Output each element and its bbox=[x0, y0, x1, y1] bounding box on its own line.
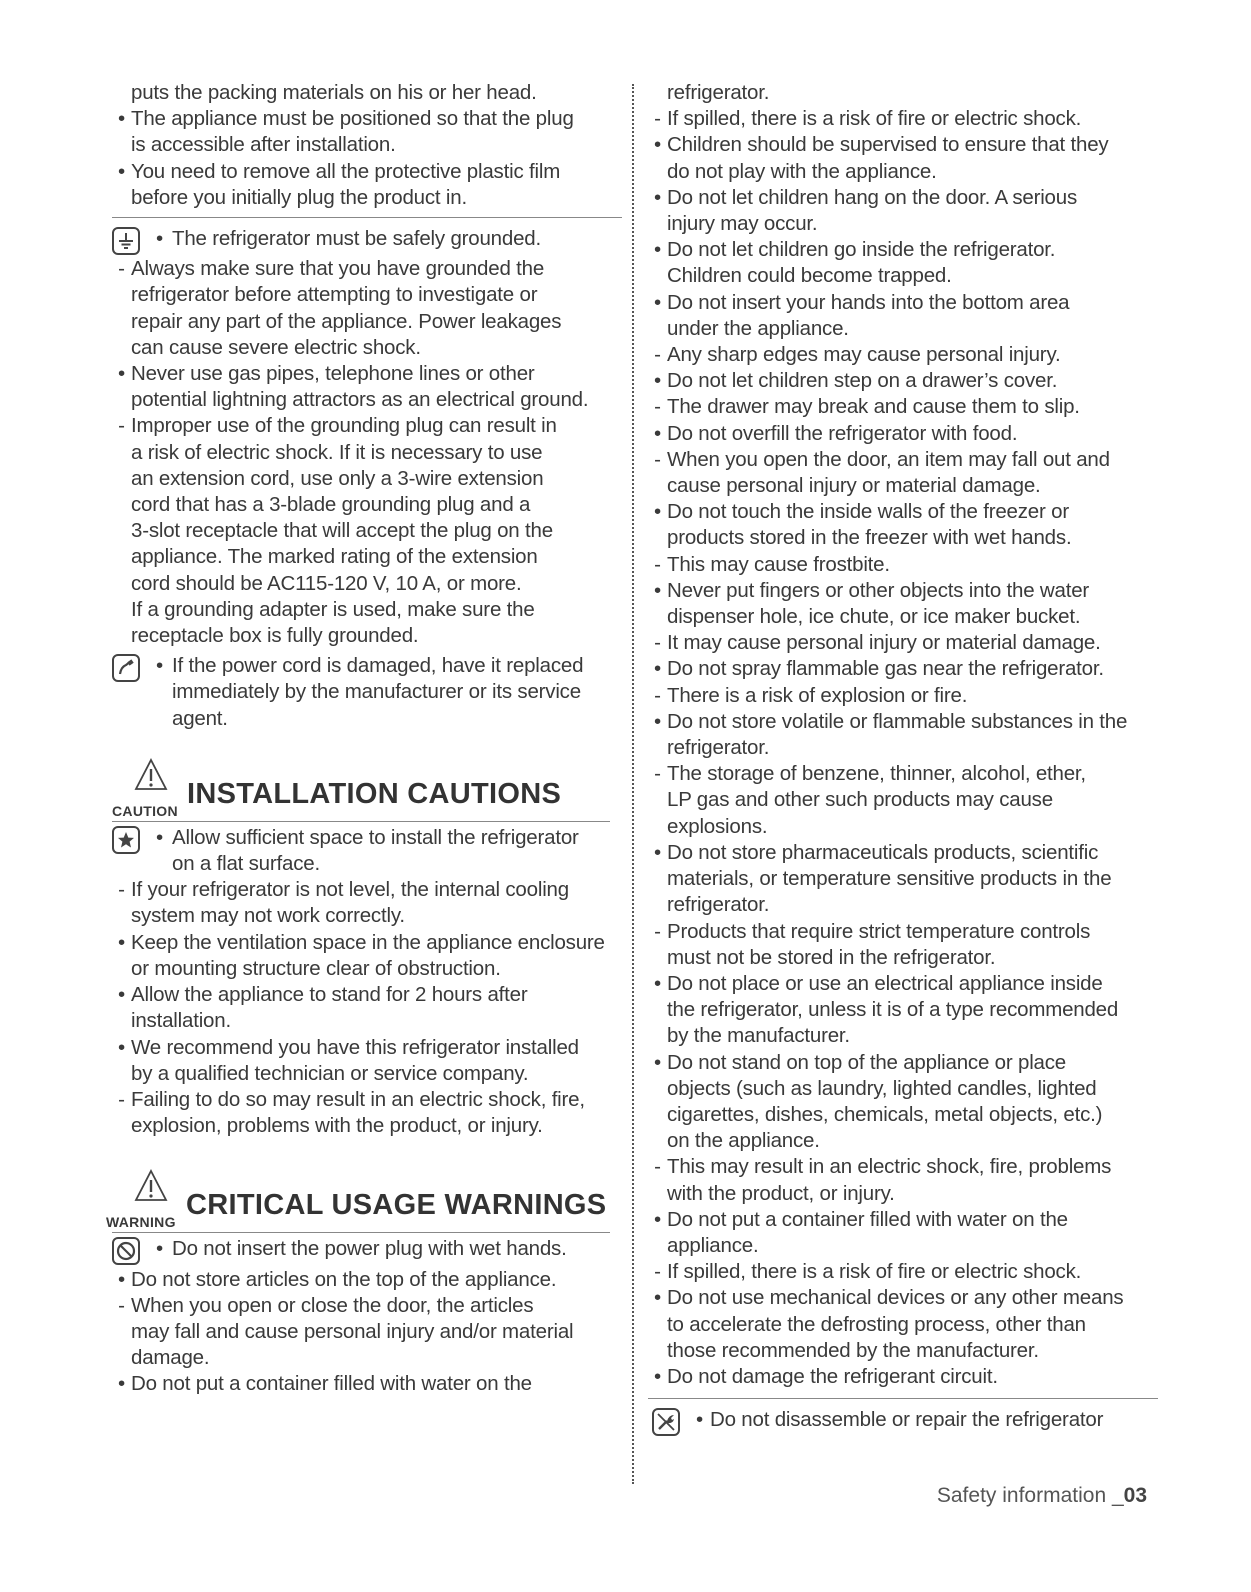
list-item-text: receptacle box is fully grounded. bbox=[131, 624, 419, 648]
ground-icon bbox=[112, 227, 140, 255]
cord-notice-text: If the power cord is damaged, have it replaced bbox=[172, 654, 584, 678]
bullet: • bbox=[654, 1207, 661, 1231]
list-item-text: objects (such as laundry, lighted candles, lighted bbox=[667, 1076, 1097, 1100]
list-item bbox=[648, 761, 1158, 787]
list-item bbox=[648, 290, 1158, 316]
dash: - bbox=[654, 1260, 661, 1284]
list-item bbox=[112, 1267, 622, 1293]
list-item bbox=[648, 1128, 1158, 1154]
list-item bbox=[648, 342, 1158, 368]
list-item bbox=[112, 361, 622, 387]
dash: - bbox=[654, 631, 661, 655]
bullet: • bbox=[654, 185, 661, 209]
list-item-text: If a grounding adapter is used, make sure the bbox=[131, 597, 535, 621]
list-item bbox=[648, 604, 1158, 630]
list-item bbox=[648, 80, 1158, 106]
list-item-text: by the manufacturer. bbox=[667, 1024, 850, 1048]
list-item bbox=[648, 919, 1158, 945]
list-item-text: under the appliance. bbox=[667, 316, 849, 340]
list-item bbox=[648, 132, 1158, 158]
list-item-text: potential lightning attractors as an electrical ground. bbox=[131, 388, 589, 412]
ground-notice-text: The refrigerator must be safely grounded. bbox=[172, 227, 541, 251]
list-item bbox=[112, 571, 622, 597]
list-item bbox=[648, 892, 1158, 918]
list-item-text: Any sharp edges may cause personal injury. bbox=[667, 343, 1061, 367]
bullet: • bbox=[654, 500, 661, 524]
section-title: CRITICAL USAGE WARNINGS bbox=[186, 1189, 607, 1222]
list-item-text: Do not spray flammable gas near the refrigerator. bbox=[667, 657, 1104, 681]
dash: - bbox=[118, 878, 125, 902]
list-item-text: cause personal injury or material damage. bbox=[667, 474, 1041, 498]
grounding-list bbox=[112, 256, 622, 649]
dash: - bbox=[118, 1087, 125, 1111]
list-item-text: 3-slot receptacle that will accept the plug on the bbox=[131, 519, 553, 543]
list-item bbox=[648, 1364, 1158, 1390]
bullet: • bbox=[118, 1372, 125, 1396]
list-item-text: with the product, or injury. bbox=[667, 1181, 895, 1205]
list-item-text: If spilled, there is a risk of fire or electric shock. bbox=[667, 107, 1082, 131]
list-item bbox=[648, 263, 1158, 289]
warning-label: WARNING bbox=[106, 1214, 176, 1231]
bullet: • bbox=[118, 930, 125, 954]
list-item bbox=[648, 630, 1158, 656]
list-item-text: Products that require strict temperature controls bbox=[667, 919, 1091, 943]
bullet: • bbox=[654, 840, 661, 864]
bullet: • bbox=[654, 657, 661, 681]
bullet: • bbox=[654, 709, 661, 733]
list-item-text: Do not let children go inside the refrigerator. bbox=[667, 238, 1056, 262]
warning-notice bbox=[112, 1236, 622, 1262]
list-item-text: refrigerator. bbox=[667, 736, 770, 760]
disassemble-notice-text: Do not disassemble or repair the refrigerator bbox=[710, 1408, 1104, 1432]
list-item-text: on the appliance. bbox=[667, 1129, 820, 1153]
list-item-text: This may cause frostbite. bbox=[667, 552, 890, 576]
list-item-text: Do not put a container filled with water on the bbox=[131, 1372, 532, 1396]
bullet: • bbox=[118, 107, 125, 131]
list-item-text: refrigerator before attempting to investigate or bbox=[131, 283, 538, 307]
bullet: • bbox=[654, 1364, 661, 1388]
list-item-text: refrigerator. bbox=[667, 81, 770, 104]
cord-notice-text: agent. bbox=[172, 706, 228, 730]
list-item-text: Never use gas pipes, telephone lines or other bbox=[131, 362, 535, 386]
list-item-text: do not play with the appliance. bbox=[667, 159, 937, 183]
list-item-text: explosion, problems with the product, or injury. bbox=[131, 1114, 543, 1138]
list-item-text: The drawer may break and cause them to slip. bbox=[667, 395, 1080, 419]
list-item bbox=[112, 440, 622, 466]
list-item bbox=[648, 656, 1158, 682]
list-item bbox=[112, 623, 622, 649]
list-item-text: The appliance must be positioned so that the plug bbox=[131, 107, 574, 131]
bullet: • bbox=[654, 971, 661, 995]
list-item bbox=[648, 1259, 1158, 1285]
ground-notice bbox=[112, 226, 622, 252]
list-item-text: must not be stored in the refrigerator. bbox=[667, 945, 996, 969]
list-item bbox=[112, 256, 622, 282]
page-number: 03 bbox=[1123, 1484, 1147, 1507]
list-item bbox=[648, 185, 1158, 211]
no-disassembly-icon bbox=[652, 1408, 680, 1436]
dash: - bbox=[118, 1293, 125, 1317]
list-item bbox=[112, 1345, 622, 1371]
list-item bbox=[112, 106, 622, 132]
list-item-text: is accessible after installation. bbox=[131, 133, 396, 157]
list-item bbox=[648, 683, 1158, 709]
install-notice-line-2 bbox=[112, 851, 622, 877]
list-item bbox=[648, 971, 1158, 997]
bullet: • bbox=[118, 983, 125, 1007]
list-item bbox=[648, 1312, 1158, 1338]
heading-rule bbox=[112, 1232, 610, 1233]
power-cord-icon bbox=[112, 654, 140, 682]
list-item-text: dispenser hole, ice chute, or ice maker bucket. bbox=[667, 605, 1081, 629]
list-item bbox=[112, 1035, 622, 1061]
install-notice-text: on a flat surface. bbox=[172, 852, 320, 876]
footer-label: Safety information _ bbox=[936, 1484, 1124, 1507]
cord-notice-line-1 bbox=[112, 653, 622, 679]
dash: - bbox=[118, 414, 125, 438]
cord-notice-text: immediately by the manufacturer or its service bbox=[172, 680, 581, 704]
list-item bbox=[112, 544, 622, 570]
bullet: • bbox=[654, 578, 661, 602]
list-item bbox=[112, 413, 622, 439]
bullet: • bbox=[118, 362, 125, 386]
list-item bbox=[648, 316, 1158, 342]
list-item bbox=[112, 185, 622, 211]
list-item bbox=[648, 1023, 1158, 1049]
list-item-text: damage. bbox=[131, 1346, 210, 1370]
list-item bbox=[112, 1371, 622, 1397]
list-item-text: Always make sure that you have grounded the bbox=[131, 257, 545, 281]
list-item-text: a risk of electric shock. If it is necessary to use bbox=[131, 440, 543, 464]
list-item bbox=[648, 1102, 1158, 1128]
warning-notice-text: Do not insert the power plug with wet hands. bbox=[172, 1237, 567, 1261]
list-item-text: If your refrigerator is not level, the internal cooling bbox=[131, 878, 569, 902]
dash: - bbox=[654, 1155, 661, 1179]
list-item-text: Failing to do so may result in an electric shock, fire, bbox=[131, 1087, 585, 1111]
bullet: • bbox=[654, 290, 661, 314]
disassemble-notice bbox=[648, 1407, 1158, 1433]
list-item bbox=[112, 903, 622, 929]
critical-usage-warnings-heading bbox=[106, 1169, 622, 1233]
list-item-text: can cause severe electric shock. bbox=[131, 335, 421, 359]
page-footer bbox=[937, 1484, 1147, 1508]
list-item-text: There is a risk of explosion or fire. bbox=[667, 683, 968, 707]
list-item bbox=[648, 106, 1158, 132]
list-item-text: Improper use of the grounding plug can result in bbox=[131, 414, 557, 438]
list-item-text: Do not store articles on the top of the appliance. bbox=[131, 1267, 557, 1291]
bullet: • bbox=[654, 133, 661, 157]
heading-rule bbox=[112, 821, 610, 822]
list-item bbox=[648, 447, 1158, 473]
bullet: • bbox=[654, 1050, 661, 1074]
warning-triangle-icon bbox=[134, 1169, 168, 1210]
bullet: • bbox=[654, 369, 661, 393]
list-item bbox=[648, 735, 1158, 761]
dash: - bbox=[654, 919, 661, 943]
list-item-text: injury may occur. bbox=[667, 212, 818, 236]
list-item bbox=[648, 1050, 1158, 1076]
list-item bbox=[648, 499, 1158, 525]
list-item-text: LP gas and other such products may cause bbox=[667, 788, 1053, 812]
bullet: • bbox=[156, 1237, 163, 1261]
list-item-text: to accelerate the defrosting process, other than bbox=[667, 1312, 1086, 1336]
list-item bbox=[648, 1338, 1158, 1364]
list-item-text: by a qualified technician or service company. bbox=[131, 1061, 529, 1085]
list-item-text: cigarettes, dishes, chemicals, metal objects, etc.) bbox=[667, 1102, 1103, 1126]
list-item bbox=[112, 518, 622, 544]
bullet: • bbox=[118, 159, 125, 183]
list-item-text: Do not put a container filled with water on the bbox=[667, 1207, 1068, 1231]
list-item bbox=[648, 1207, 1158, 1233]
list-item bbox=[648, 709, 1158, 735]
list-item bbox=[648, 997, 1158, 1023]
column-divider bbox=[632, 84, 634, 1484]
list-item bbox=[112, 1113, 622, 1139]
bullet: • bbox=[654, 1286, 661, 1310]
list-item-text: appliance. The marked rating of the extension bbox=[131, 545, 538, 569]
list-item bbox=[648, 1181, 1158, 1207]
list-item bbox=[648, 473, 1158, 499]
list-item bbox=[648, 787, 1158, 813]
right-column bbox=[648, 80, 1158, 1433]
list-item bbox=[112, 982, 622, 1008]
list-item bbox=[648, 814, 1158, 840]
list-item bbox=[648, 552, 1158, 578]
dash: - bbox=[654, 683, 661, 707]
list-item bbox=[112, 132, 622, 158]
left-column bbox=[106, 80, 622, 1398]
right-list bbox=[648, 80, 1158, 1390]
list-item-text: system may not work correctly. bbox=[131, 904, 405, 928]
list-item-text: the refrigerator, unless it is of a type recommended bbox=[667, 998, 1119, 1022]
list-item bbox=[648, 1285, 1158, 1311]
dash: - bbox=[654, 107, 661, 131]
list-item-text: appliance. bbox=[667, 1233, 759, 1257]
list-item-text: products stored in the freezer with wet hands. bbox=[667, 526, 1072, 550]
list-item-text: Keep the ventilation space in the appliance enclosure bbox=[131, 930, 605, 954]
list-item-text: an extension cord, use only a 3-wire extension bbox=[131, 466, 544, 490]
bullet: • bbox=[118, 1035, 125, 1059]
list-item bbox=[112, 387, 622, 413]
list-item-text: or mounting structure clear of obstruction. bbox=[131, 956, 501, 980]
list-item-text: installation. bbox=[131, 1009, 231, 1033]
caution-triangle-icon bbox=[134, 758, 168, 799]
list-item bbox=[648, 840, 1158, 866]
bullet: • bbox=[156, 227, 163, 251]
list-item bbox=[112, 159, 622, 185]
bullet: • bbox=[118, 1267, 125, 1291]
list-item-text: repair any part of the appliance. Power leakages bbox=[131, 309, 562, 333]
list-item-text: Do not place or use an electrical appliance inside bbox=[667, 971, 1103, 995]
list-item bbox=[112, 1008, 622, 1034]
list-item bbox=[112, 309, 622, 335]
list-item-text: Do not insert your hands into the bottom area bbox=[667, 290, 1070, 314]
list-item-text: If spilled, there is a risk of fire or electric shock. bbox=[667, 1260, 1082, 1284]
dash: - bbox=[654, 395, 661, 419]
list-item bbox=[648, 525, 1158, 551]
list-item-text: Do not damage the refrigerant circuit. bbox=[667, 1364, 998, 1388]
list-item bbox=[112, 930, 622, 956]
list-item-text: The storage of benzene, thinner, alcohol, ether, bbox=[667, 762, 1086, 786]
list-item bbox=[112, 1061, 622, 1087]
list-item-text: puts the packing materials on his or her head. bbox=[131, 81, 537, 104]
cord-notice-line-3 bbox=[112, 706, 622, 732]
list-item-text: Do not stand on top of the appliance or place bbox=[667, 1050, 1067, 1074]
list-item bbox=[648, 945, 1158, 971]
section-divider bbox=[112, 217, 622, 218]
warning-list bbox=[112, 1267, 622, 1398]
list-item-text: It may cause personal injury or material damage. bbox=[667, 631, 1101, 655]
list-item bbox=[112, 956, 622, 982]
list-item-text: materials, or temperature sensitive products in the bbox=[667, 867, 1112, 891]
bullet: • bbox=[654, 238, 661, 262]
list-item-text: before you initially plug the product in. bbox=[131, 185, 467, 209]
dash: - bbox=[118, 257, 125, 281]
list-item bbox=[648, 421, 1158, 447]
prohibited-icon bbox=[112, 1237, 140, 1265]
list-item-text: Children could become trapped. bbox=[667, 264, 952, 288]
list-item-text: may fall and cause personal injury and/or material bbox=[131, 1319, 574, 1343]
list-item bbox=[112, 877, 622, 903]
section-divider bbox=[648, 1398, 1158, 1399]
list-item bbox=[648, 866, 1158, 892]
bullet: • bbox=[156, 654, 163, 678]
list-item bbox=[648, 211, 1158, 237]
list-item-text: Do not let children hang on the door. A serious bbox=[667, 185, 1077, 209]
list-item-text: Do not overfill the refrigerator with food. bbox=[667, 421, 1018, 445]
list-item bbox=[648, 368, 1158, 394]
dash: - bbox=[654, 343, 661, 367]
list-item-text: This may result in an electric shock, fire, problems bbox=[667, 1155, 1112, 1179]
bullet: • bbox=[156, 825, 163, 849]
list-item-text: refrigerator. bbox=[667, 893, 770, 917]
dash: - bbox=[654, 552, 661, 576]
list-item-text: You need to remove all the protective plastic film bbox=[131, 159, 561, 183]
list-item-text: Do not use mechanical devices or any other means bbox=[667, 1286, 1124, 1310]
list-item bbox=[648, 1076, 1158, 1102]
list-item-text: Never put fingers or other objects into the water bbox=[667, 578, 1090, 602]
left-top-list bbox=[112, 80, 622, 211]
section-title: INSTALLATION CAUTIONS bbox=[187, 777, 562, 810]
list-item bbox=[112, 80, 622, 106]
list-item bbox=[112, 335, 622, 361]
installation-cautions-heading bbox=[112, 758, 622, 822]
list-item bbox=[112, 492, 622, 518]
list-item-text: We recommend you have this refrigerator installed bbox=[131, 1035, 579, 1059]
bullet: • bbox=[696, 1408, 703, 1432]
list-item-text: cord should be AC115-120 V, 10 A, or more. bbox=[131, 571, 522, 595]
list-item-text: When you open the door, an item may fall out and bbox=[667, 447, 1110, 471]
installation-list bbox=[112, 877, 622, 1139]
list-item bbox=[648, 1233, 1158, 1259]
list-item-text: those recommended by the manufacturer. bbox=[667, 1338, 1039, 1362]
list-item bbox=[648, 394, 1158, 420]
list-item-text: Children should be supervised to ensure that they bbox=[667, 133, 1109, 157]
list-item bbox=[648, 159, 1158, 185]
star-icon bbox=[112, 826, 140, 854]
list-item bbox=[112, 1319, 622, 1345]
list-item bbox=[112, 1293, 622, 1319]
list-item-text: explosions. bbox=[667, 814, 768, 838]
list-item bbox=[112, 597, 622, 623]
cord-notice-line-2 bbox=[112, 679, 622, 705]
list-item-text: Do not touch the inside walls of the freezer or bbox=[667, 500, 1069, 524]
list-item bbox=[112, 1087, 622, 1113]
list-item-text: Do not let children step on a drawer’s cover. bbox=[667, 369, 1058, 393]
list-item-text: cord that has a 3-blade grounding plug and a bbox=[131, 493, 531, 517]
list-item bbox=[648, 237, 1158, 263]
list-item-text: Do not store volatile or flammable substances in the bbox=[667, 709, 1128, 733]
list-item bbox=[648, 1154, 1158, 1180]
list-item bbox=[112, 466, 622, 492]
list-item bbox=[648, 578, 1158, 604]
list-item-text: Allow the appliance to stand for 2 hours after bbox=[131, 983, 528, 1007]
dash: - bbox=[654, 762, 661, 786]
install-notice-line-1 bbox=[112, 825, 622, 851]
list-item-text: Do not store pharmaceuticals products, scientific bbox=[667, 840, 1099, 864]
dash: - bbox=[654, 447, 661, 471]
install-notice-text: Allow sufficient space to install the refrigerator bbox=[172, 825, 579, 849]
list-item-text: When you open or close the door, the articles bbox=[131, 1293, 534, 1317]
caution-label: CAUTION bbox=[112, 802, 178, 819]
list-item bbox=[112, 282, 622, 308]
bullet: • bbox=[654, 421, 661, 445]
